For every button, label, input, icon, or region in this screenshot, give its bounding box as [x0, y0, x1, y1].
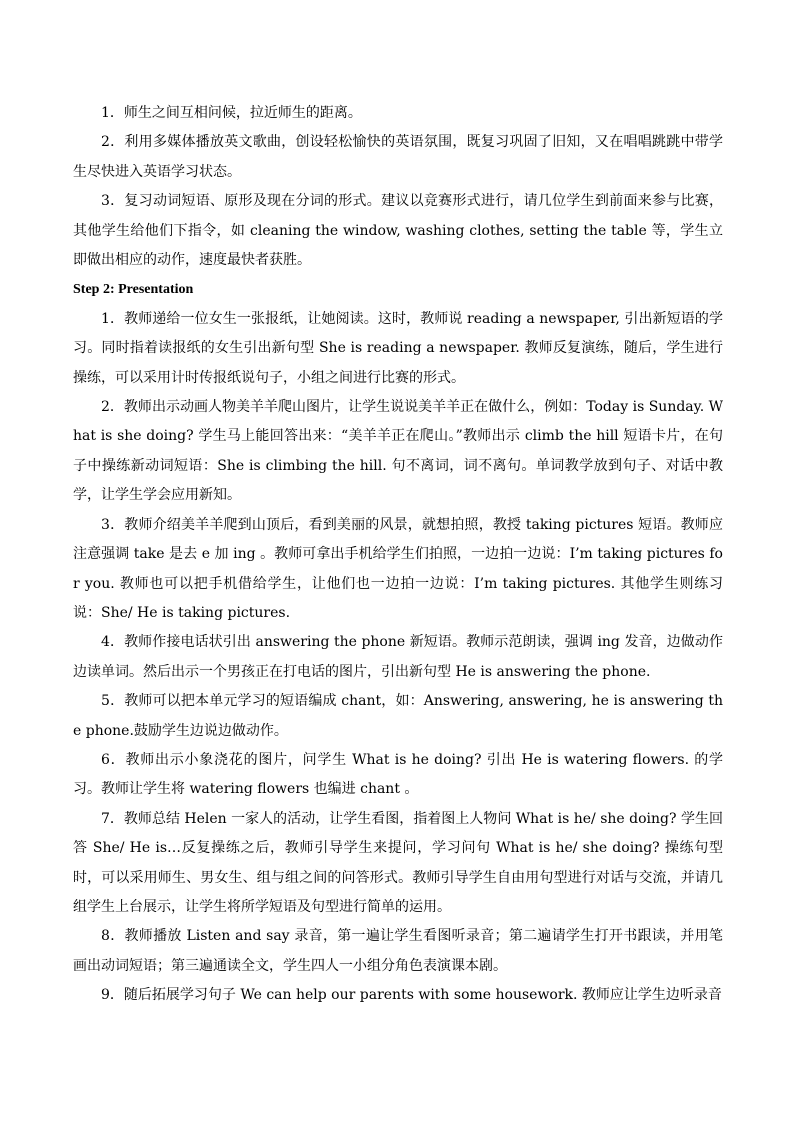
step2-paragraph-5: 5．教师可以把本单元学习的短语编成 chant，如：Answering, answering, he is answering the phone.鼓励学生边说边做动作。: [73, 693, 723, 739]
step2-paragraph-4: 4．教师作接电话状引出 answering the phone 新短语。教师示范朗读，强调 ing 发音，边做动作边读单词。然后出示一个男孩正在打电话的图片，引出新句型 He is answering the phone.: [73, 634, 723, 680]
step2-paragraph-1: 1．教师递给一位女生一张报纸，让她阅读。这时，教师说 reading a newspaper, 引出新短语的学习。同时指着读报纸的女生引出新句型 She is reading a newspaper. 教师反复演练，随后，学生进行操练，可以采用计时传报纸说句子，小组之间进行比赛的形式。: [73, 310, 723, 386]
intro-paragraph-2: 2．利用多媒体播放英文歌曲，创设轻松愉快的英语氛围，既复习巩固了旧知，又在唱唱跳跳中带学生尽快进入英语学习状态。: [73, 134, 723, 180]
step2-paragraph-2: 2．教师出示动画人物美羊羊爬山图片，让学生说说美羊羊正在做什么，例如：Today is Sunday. What is she doing? 学生马上能回答出来：“美羊羊正在爬山。”教师出示 climb the hill 短语卡片，在句子中操练新动词短语：She is climbing the hill. 句不离词，词不离句。单词教学放到句子、对话中教学，让学生学会应用新知。: [73, 399, 723, 504]
intro-paragraph-1: 1．师生之间互相问候，拉近师生的距离。: [101, 105, 362, 121]
step2-paragraph-6: 6．教师出示小象浇花的图片，问学生 What is he doing? 引出 He is watering flowers. 的学习。教师让学生将 watering flowers 也编进 chant 。: [73, 751, 723, 798]
intro-paragraph-3: 3．复习动词短语、原形及现在分词的形式。建议以竞赛形式进行，请几位学生到前面来参与比赛，其他学生给他们下指令，如 cleaning the window, washing clothes, setting the table 等，学生立即做出相应的动作，速度最快者获胜。: [73, 193, 723, 269]
step2-paragraph-8: 8．教师播放 Listen and say 录音，第一遍让学生看图听录音；第二遍请学生打开书跟读，并用笔画出动词短语；第三遍通读全文，学生四人一小组分角色表演课本剧。: [73, 928, 723, 974]
step2-paragraph-3: 3．教师介绍美羊羊爬到山顶后，看到美丽的风景，就想拍照，教授 taking pictures 短语。教师应注意强调 take 是去 e 加 ing 。教师可拿出手机给学生们拍照，一边拍一边说：I’m taking pictures for you. 教师也可以把手机借给学生，让他们也一边拍一边说：I’m taking pictures. 其他学生则练习说：She/ He is taking pictures.: [73, 516, 723, 621]
step2-heading: Step 2: Presentation: [73, 282, 194, 298]
step2-paragraph-7: 7．教师总结 Helen 一家人的活动，让学生看图，指着图上人物问 What is he/ she doing? 学生回答 She/ He is…反复操练之后，教师引导学生来提问，学习问句 What is he/ she doing? 操练句型时，可以采用师生、男女生、组与组之间的问答形式。教师引导学生自由用句型进行对话与交流，并请几组学生上台展示，让学生将所学短语及句型进行简单的运用。: [73, 810, 723, 915]
step2-paragraph-9: 9．随后拓展学习句子 We can help our parents with some housework. 教师应让学生边听录音: [101, 987, 722, 1004]
document-page: [73, 99, 723, 1011]
